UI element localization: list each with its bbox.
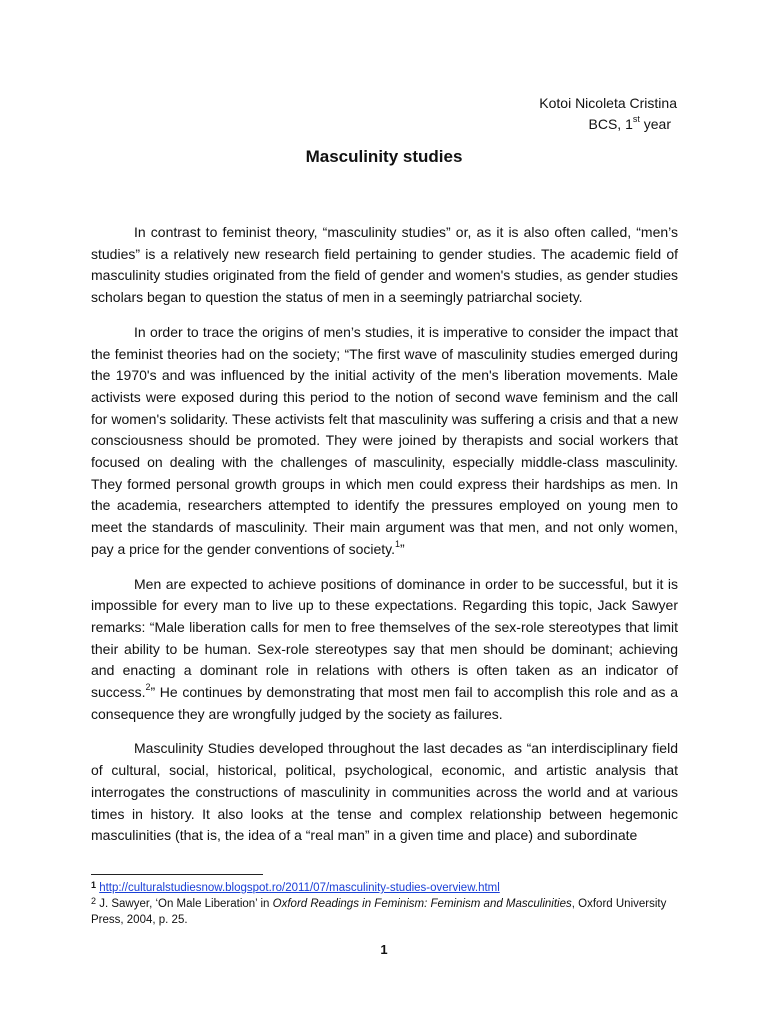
course-year [539, 114, 671, 135]
footnote-2-book-title: Oxford Readings in Feminism: Feminism and Masculinities [272, 898, 572, 910]
footnote-2 [91, 896, 678, 928]
paragraph-3 [91, 574, 678, 726]
course-suffix: year [639, 116, 671, 132]
footnote-2-post: , Oxford University Press, 2004, p. 25. [91, 898, 667, 926]
footnote-1-link[interactable]: http://culturalstudiesnow.blogspot.ro/2011/07/masculinity-studies-overview.html [99, 882, 500, 894]
footnote-1 [91, 880, 678, 896]
ordinal-suffix: st [632, 114, 640, 125]
author-name: Kotoi Nicoleta Cristina [539, 95, 677, 111]
footnote-2-number: 2 [91, 896, 97, 906]
paragraph-3-end: ” He continues by demonstrating that most men fail to accomplish this role and as a consequence they are wrongfully judged by the society as failures. [91, 684, 678, 722]
paragraph-2-text: In order to trace the origins of men’s studies, it is imperative to consider the impact that the feminist theories had on the society; “The first wave of masculinity studies emerged during the 1970's and was influenced by the initial activity of the men's liberation movements. Male activists were exposed during this period to the notion of second wave feminism and the call for women's solidarity. These activists felt that masculinity was suffering a crisis and that a new consciousness should be promoted. They were joined by therapists and social workers that focused on dealing with the challenges of masculinity, especially middle-class masculinity. They formed personal growth groups in which men could express their hardships as men. In the academia, researchers attempted to identify the pressures employed on young men to meet the standards of masculinity. Their main argument was that men, and not only women, pay a price for the gender conventions of society. [91, 323, 678, 557]
author-block [539, 93, 677, 135]
paragraph-1: In contrast to feminist theory, “masculinity studies” or, as it is also often called, “men’s studies” is a relatively new research field pertaining to gender studies. The academic field of masculinity studies originated from the field of gender and women's studies, as gender studies scholars began to question the status of men in a seemingly patriarchal society. [91, 224, 678, 306]
footnote-ref-2[interactable]: 2 [145, 682, 151, 693]
footnote-1-number: 1 [91, 880, 97, 890]
footnote-separator [91, 874, 263, 875]
footnotes [91, 880, 678, 928]
page-number: 1 [380, 942, 388, 957]
body-text [91, 222, 678, 860]
footnote-2-pre: J. Sawyer, ‘On Male Liberation’ in [96, 898, 273, 910]
paragraph-4: Masculinity Studies developed throughout the last decades as “an interdisciplinary field of cultural, social, historical, political, psychological, economic, and artistic analysis that interrogates the constructions of masculinity in communities across the world and at various times in history. It also looks at the tense and complex relationship between hegemonic masculinities (that is, the idea of a “real man” in a given time and place) and subordinate [91, 740, 678, 844]
document-title: Masculinity studies [305, 147, 463, 166]
paragraph-2 [91, 322, 678, 561]
footnote-ref-1[interactable]: 1 [395, 539, 401, 550]
course-prefix: BCS, 1 [588, 116, 633, 132]
paragraph-3-text: Men are expected to achieve positions of dominance in order to be successful, but it is impossible for every man to live up to these expectations. Regarding this topic, Jack Sawyer remarks: “Male liberation calls for men to free themselves of the sex-role stereotypes that limit their ability to be human. Sex-role stereotypes say that men should be dominant; achieving and enacting a dominant role in relations with others is often taken as an indicator of success. [91, 575, 678, 701]
paragraph-2-end: ” [400, 540, 405, 557]
